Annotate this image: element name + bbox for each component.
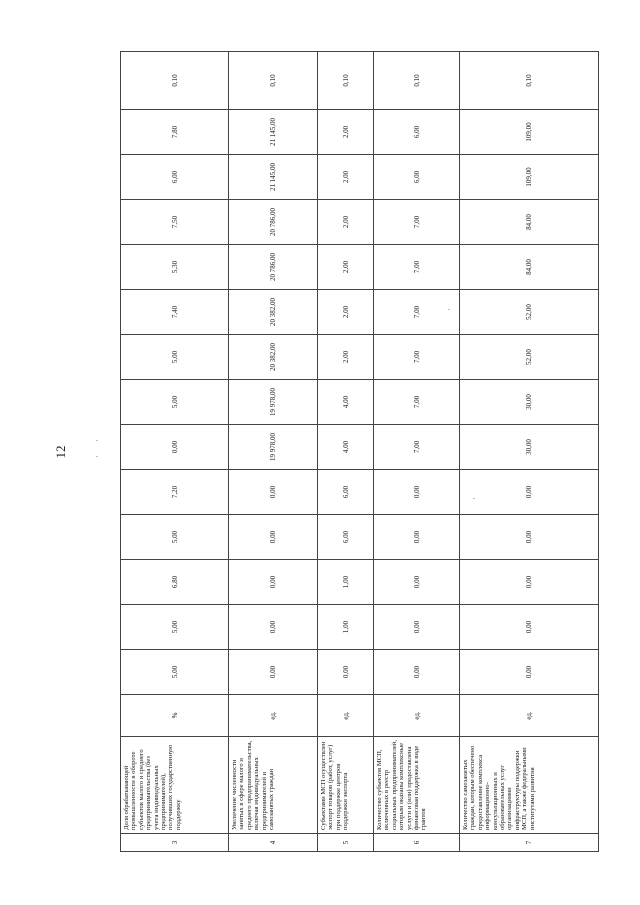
value-cell: 2,00 (318, 245, 374, 290)
value-cell: 21 145,00 (229, 155, 318, 200)
value-cell: 6,00 (374, 110, 460, 155)
value-cell: 0,00 (460, 650, 599, 695)
row-number-cell: 7 (460, 834, 599, 852)
value-cell: 7,20 (121, 470, 229, 515)
value-cell: 0,00 (460, 605, 599, 650)
value-cell: 0,00 (460, 470, 599, 515)
value-cell: 21 145,00 (229, 110, 318, 155)
value-cell: 20 786,00 (229, 245, 318, 290)
value-cell: 6,00 (121, 155, 229, 200)
value-cell: 52,00 (460, 335, 599, 380)
table-row (318, 52, 374, 852)
value-cell: 2,00 (318, 155, 374, 200)
value-cell: 6,00 (374, 155, 460, 200)
value-cell: 4,00 (318, 425, 374, 470)
value-cell: 0,00 (229, 650, 318, 695)
unit-cell: ед. (318, 695, 374, 737)
value-cell: 7,00 (374, 380, 460, 425)
value-cell: 0,00 (229, 560, 318, 605)
indicator-description-cell: Увеличение численности занятых в сфере малого и среднего предпринимательства, включая индивидуальных предпринимателей и самозанятых граждан (229, 737, 318, 834)
value-cell: 6,80 (121, 560, 229, 605)
value-cell: 7,00 (374, 200, 460, 245)
value-cell: 4,00 (318, 380, 374, 425)
value-cell: 2,00 (318, 335, 374, 380)
table-row (229, 52, 318, 852)
value-cell: 5,00 (121, 335, 229, 380)
value-cell: 0,10 (460, 52, 599, 110)
value-cell: 0,00 (229, 515, 318, 560)
value-cell: 30,00 (460, 425, 599, 470)
table-row (121, 52, 229, 852)
value-cell: 2,00 (318, 200, 374, 245)
value-cell: 1,00 (318, 605, 374, 650)
value-cell: 19 978,00 (229, 425, 318, 470)
value-cell: 30,00 (460, 380, 599, 425)
value-cell: 19 978,00 (229, 380, 318, 425)
indicator-description-cell: Субъектами МСП осуществлен экспорт товаров (работ, услуг) при поддержке центров поддержки экспорта (318, 737, 374, 834)
value-cell: 5,00 (121, 605, 229, 650)
value-cell: 20 382,00 (229, 290, 318, 335)
value-cell: 1,00 (318, 560, 374, 605)
value-cell: 7,80 (121, 110, 229, 155)
value-cell: 7,50 (121, 200, 229, 245)
indicator-description-cell: Количество субъектов МСП, включенных в реестр социальных предпринимателей, которым оказаны комплексные услуги и (или) предоставлена финансовая поддержка в виде грантов (374, 737, 460, 834)
value-cell: 7,40 (121, 290, 229, 335)
unit-cell: ед. (460, 695, 599, 737)
value-cell: 7,00 (374, 425, 460, 470)
value-cell: 109,00 (460, 155, 599, 200)
scan-speck (96, 456, 98, 457)
value-cell: 6,00 (318, 470, 374, 515)
unit-cell: ед. (374, 695, 460, 737)
table-row (460, 52, 599, 852)
value-cell: 0,10 (229, 52, 318, 110)
value-cell: 5,00 (121, 650, 229, 695)
value-cell: 0,00 (460, 515, 599, 560)
value-cell: 0,00 (121, 425, 229, 470)
scan-speck (473, 498, 475, 499)
row-number-cell: 3 (121, 834, 229, 852)
value-cell: 0,00 (374, 560, 460, 605)
row-number-cell: 5 (318, 834, 374, 852)
value-cell: 0,00 (460, 560, 599, 605)
value-cell: 7,00 (374, 335, 460, 380)
value-cell: 7,00 (374, 290, 460, 335)
value-cell: 0,00 (229, 605, 318, 650)
scan-speck (96, 440, 98, 441)
value-cell: 6,00 (318, 515, 374, 560)
indicator-table (120, 51, 599, 852)
value-cell: 0,00 (374, 470, 460, 515)
table-row (374, 52, 460, 852)
unit-cell: ед. (229, 695, 318, 737)
value-cell: 5,00 (121, 380, 229, 425)
value-cell: 109,00 (460, 110, 599, 155)
value-cell: 0,10 (374, 52, 460, 110)
indicator-description-cell: Количество самозанятых граждан, которым обеспечено предоставление комплекса информационно-консультационных и образовательных услуг организациями инфраструктуры поддержки МСП, а также федеральными институтами развития (460, 737, 599, 834)
row-number-cell: 4 (229, 834, 318, 852)
value-cell: 20 786,00 (229, 200, 318, 245)
scan-speck (448, 309, 450, 310)
value-cell: 0,10 (121, 52, 229, 110)
value-cell: 0,00 (374, 605, 460, 650)
value-cell: 7,00 (374, 245, 460, 290)
value-cell: 0,00 (318, 650, 374, 695)
value-cell: 84,00 (460, 200, 599, 245)
value-cell: 5,30 (121, 245, 229, 290)
unit-cell: % (121, 695, 229, 737)
value-cell: 0,10 (318, 52, 374, 110)
page-number: 12 (53, 445, 68, 459)
value-cell: 0,00 (374, 515, 460, 560)
indicator-description-cell: Доля обрабатывающей промышленности в обороте субъектов малого и среднего предпринимательства (без учета индивидуальных предпринимателей), получивших государственную поддержку (121, 737, 229, 834)
value-cell: 20 382,00 (229, 335, 318, 380)
row-number-cell: 6 (374, 834, 460, 852)
value-cell: 0,00 (229, 470, 318, 515)
value-cell: 2,00 (318, 290, 374, 335)
value-cell: 5,00 (121, 515, 229, 560)
value-cell: 2,00 (318, 110, 374, 155)
value-cell: 52,00 (460, 290, 599, 335)
indicator-table-container (120, 52, 598, 852)
value-cell: 84,00 (460, 245, 599, 290)
value-cell: 0,00 (374, 650, 460, 695)
